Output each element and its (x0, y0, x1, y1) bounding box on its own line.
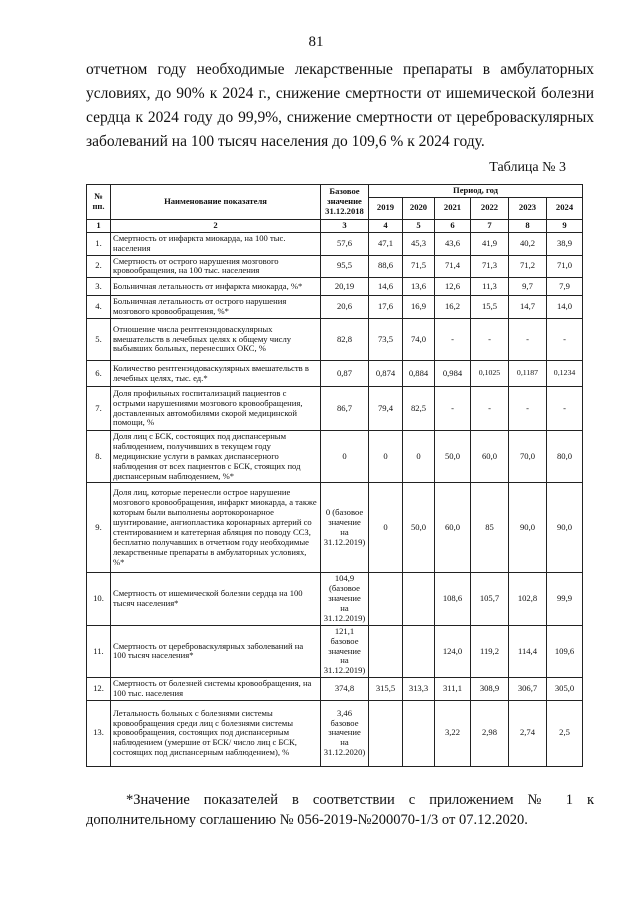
year-value: 50,0 (403, 483, 435, 573)
year-value: 0,1187 (509, 361, 547, 387)
year-value: - (547, 387, 583, 431)
row-number: 5. (87, 319, 111, 361)
year-value: 0,984 (435, 361, 471, 387)
year-value: 90,0 (509, 483, 547, 573)
column-number: 5 (403, 219, 435, 232)
year-value: 45,3 (403, 232, 435, 255)
indicator-name: Больничная летальность от инфаркта миокарда, %* (111, 278, 321, 296)
column-number: 3 (321, 219, 369, 232)
year-value: 41,9 (471, 232, 509, 255)
base-value: 3,46 базовое значение на 31.12.2020) (321, 700, 369, 766)
row-number: 6. (87, 361, 111, 387)
year-value: - (509, 387, 547, 431)
row-number: 4. (87, 296, 111, 319)
header-year: 2020 (403, 197, 435, 219)
year-value: 2,74 (509, 700, 547, 766)
base-value: 374,8 (321, 678, 369, 701)
year-value: 119,2 (471, 625, 509, 677)
header-year: 2022 (471, 197, 509, 219)
base-value: 0 (базовое значение на 31.12.2019) (321, 483, 369, 573)
table-row (87, 387, 583, 431)
indicator-name: Доля профильных госпитализаций пациентов с острыми нарушениями мозгового кровообращения, доставленных автомобилями скорой медицинской помощи, % (111, 387, 321, 431)
header-year: 2024 (547, 197, 583, 219)
year-value: - (435, 387, 471, 431)
indicator-name: Летальность больных с болезнями системы кровообращения среди лиц с болезнями системы кровообращения, состоящих под диспансерным наблюдением (умершие от БСК/ число лиц с БСК, состоящих под диспансерным наблюдением), % (111, 700, 321, 766)
column-number: 1 (87, 219, 111, 232)
year-value: 70,0 (509, 431, 547, 483)
indicator-name: Смертность от острого нарушения мозгового кровообращения, на 100 тыс. населения (111, 255, 321, 278)
base-value: 20,19 (321, 278, 369, 296)
year-value: 43,6 (435, 232, 471, 255)
year-value: 0,874 (369, 361, 403, 387)
row-number: 13. (87, 700, 111, 766)
row-number: 11. (87, 625, 111, 677)
year-value: 90,0 (547, 483, 583, 573)
column-number: 7 (471, 219, 509, 232)
row-number: 2. (87, 255, 111, 278)
year-value: 109,6 (547, 625, 583, 677)
year-value: 108,6 (435, 573, 471, 625)
table-row (87, 296, 583, 319)
year-value (403, 700, 435, 766)
year-value: 71,2 (509, 255, 547, 278)
indicator-name: Смертность от инфаркта миокарда, на 100 тыс. населения (111, 232, 321, 255)
indicator-name: Смертность от цереброваскулярных заболеваний на 100 тысяч населения* (111, 625, 321, 677)
year-value: 14,6 (369, 278, 403, 296)
year-value: 71,5 (403, 255, 435, 278)
year-value: - (435, 319, 471, 361)
year-value: 305,0 (547, 678, 583, 701)
table-row (87, 232, 583, 255)
year-value: 0,1025 (471, 361, 509, 387)
year-value: 13,6 (403, 278, 435, 296)
base-value: 104,9 (базовое значение на 31.12.2019) (321, 573, 369, 625)
year-value: 306,7 (509, 678, 547, 701)
row-number: 8. (87, 431, 111, 483)
row-number: 1. (87, 232, 111, 255)
base-value: 20,6 (321, 296, 369, 319)
footnote: *Значение показателей в соответствии с приложением № 1 к дополнительному соглашению № 056-2019-№200070-1/3 от 07.12.2020. (86, 792, 594, 828)
year-value: 82,5 (403, 387, 435, 431)
base-value: 0,87 (321, 361, 369, 387)
year-value: 313,3 (403, 678, 435, 701)
year-value: 9,7 (509, 278, 547, 296)
page-number: 81 (308, 34, 324, 50)
base-value: 121,1 базовое значение на 31.12.2019) (321, 625, 369, 677)
year-value: 0 (369, 483, 403, 573)
year-value: 0 (369, 431, 403, 483)
header-base: Базовое значение 31.12.2018 (321, 185, 369, 220)
column-number: 2 (111, 219, 321, 232)
year-value: 85 (471, 483, 509, 573)
year-value: 79,4 (369, 387, 403, 431)
year-value (403, 573, 435, 625)
indicator-name: Количество рентгенэндоваскулярных вмешательств в лечебных целях, тыс. ед.* (111, 361, 321, 387)
table-row (87, 431, 583, 483)
column-number: 9 (547, 219, 583, 232)
year-value: 40,2 (509, 232, 547, 255)
year-value: 88,6 (369, 255, 403, 278)
year-value: 124,0 (435, 625, 471, 677)
year-value: 12,6 (435, 278, 471, 296)
table-row (87, 573, 583, 625)
year-value: 311,1 (435, 678, 471, 701)
year-value: 315,5 (369, 678, 403, 701)
year-value: 50,0 (435, 431, 471, 483)
indicator-name: Больничная летальность от острого нарушения мозгового кровообращения, %* (111, 296, 321, 319)
year-value: 47,1 (369, 232, 403, 255)
year-value: 16,2 (435, 296, 471, 319)
header-year: 2021 (435, 197, 471, 219)
column-number: 8 (509, 219, 547, 232)
table-body (87, 219, 583, 766)
table-row (87, 361, 583, 387)
table-row (87, 255, 583, 278)
year-value (369, 625, 403, 677)
base-value: 86,7 (321, 387, 369, 431)
year-value: 3,22 (435, 700, 471, 766)
year-value: 60,0 (471, 431, 509, 483)
year-value: 2,5 (547, 700, 583, 766)
row-number: 3. (87, 278, 111, 296)
row-number: 7. (87, 387, 111, 431)
year-value: 0,1234 (547, 361, 583, 387)
year-value: - (471, 387, 509, 431)
base-value: 0 (321, 431, 369, 483)
year-value: 0,884 (403, 361, 435, 387)
year-value: 105,7 (471, 573, 509, 625)
year-value: 14,7 (509, 296, 547, 319)
year-value: 2,98 (471, 700, 509, 766)
column-number-row (87, 219, 583, 232)
year-value (369, 700, 403, 766)
indicator-name: Смертность от болезней системы кровообращения, на 100 тыс. населения (111, 678, 321, 701)
row-number: 12. (87, 678, 111, 701)
year-value: 7,9 (547, 278, 583, 296)
base-value: 57,6 (321, 232, 369, 255)
year-value: 15,5 (471, 296, 509, 319)
year-value: 74,0 (403, 319, 435, 361)
year-value: 80,0 (547, 431, 583, 483)
year-value: 102,8 (509, 573, 547, 625)
table-row (87, 319, 583, 361)
year-value: 71,3 (471, 255, 509, 278)
header-year: 2019 (369, 197, 403, 219)
year-value: 16,9 (403, 296, 435, 319)
column-number: 4 (369, 219, 403, 232)
year-value: 38,9 (547, 232, 583, 255)
indicator-name: Доля лиц, которые перенесли острое нарушение мозгового кровообращения, инфаркт миокарда, а также которым были выполнены аортокоронарное шунтирование, ангиопластика коронарных артерий со стентированием и катетерная абляция по поводу ССЗ, бесплатно получавших в отчетном году необходимые лекарственные препараты в амбулаторных условиях, %* (111, 483, 321, 573)
base-value: 82,8 (321, 319, 369, 361)
indicator-name: Отношение числа рентгенэндоваскулярных вмешательств в лечебных целях к общему числу выбывших больных, перенесших ОКС, % (111, 319, 321, 361)
table-row (87, 483, 583, 573)
year-value: 99,9 (547, 573, 583, 625)
table-row (87, 678, 583, 701)
table-row (87, 278, 583, 296)
year-value: 71,0 (547, 255, 583, 278)
year-value: 17,6 (369, 296, 403, 319)
year-value: 73,5 (369, 319, 403, 361)
year-value (403, 625, 435, 677)
indicators-table (86, 184, 583, 767)
year-value: - (471, 319, 509, 361)
indicator-name: Смертность от ишемической болезни сердца на 100 тысяч населения* (111, 573, 321, 625)
year-value: 60,0 (435, 483, 471, 573)
year-value: - (509, 319, 547, 361)
indicator-name: Доля лиц с БСК, состоящих под диспансерным наблюдением, получивших в текущем году медицинские услуги в рамках диспансерного наблюдения от всех пациентов с БСК, стоящих под диспансерным наблюдением, %* (111, 431, 321, 483)
header-period: Период, год (369, 185, 583, 198)
base-value: 95,5 (321, 255, 369, 278)
year-value: 14,0 (547, 296, 583, 319)
year-value (369, 573, 403, 625)
table-row (87, 700, 583, 766)
year-value: 114,4 (509, 625, 547, 677)
header-num: № пп. (87, 185, 111, 220)
table-row (87, 625, 583, 677)
year-value: 0 (403, 431, 435, 483)
row-number: 9. (87, 483, 111, 573)
year-value: - (547, 319, 583, 361)
table-caption: Таблица № 3 (489, 160, 566, 175)
year-value: 11,3 (471, 278, 509, 296)
year-value: 308,9 (471, 678, 509, 701)
header-year: 2023 (509, 197, 547, 219)
header-name: Наименование показателя (111, 185, 321, 220)
row-number: 10. (87, 573, 111, 625)
intro-paragraph: отчетном году необходимые лекарственные препараты в амбулаторных условиях, до 90% к 2024 г., снижение смертности от ишемической болезни сердца к 2024 году до 99,9%, снижение смертности от цереброваскулярных заболеваний на 100 тысяч населения до 109,6 % к 2024 году. (86, 61, 594, 150)
year-value: 71,4 (435, 255, 471, 278)
column-number: 6 (435, 219, 471, 232)
